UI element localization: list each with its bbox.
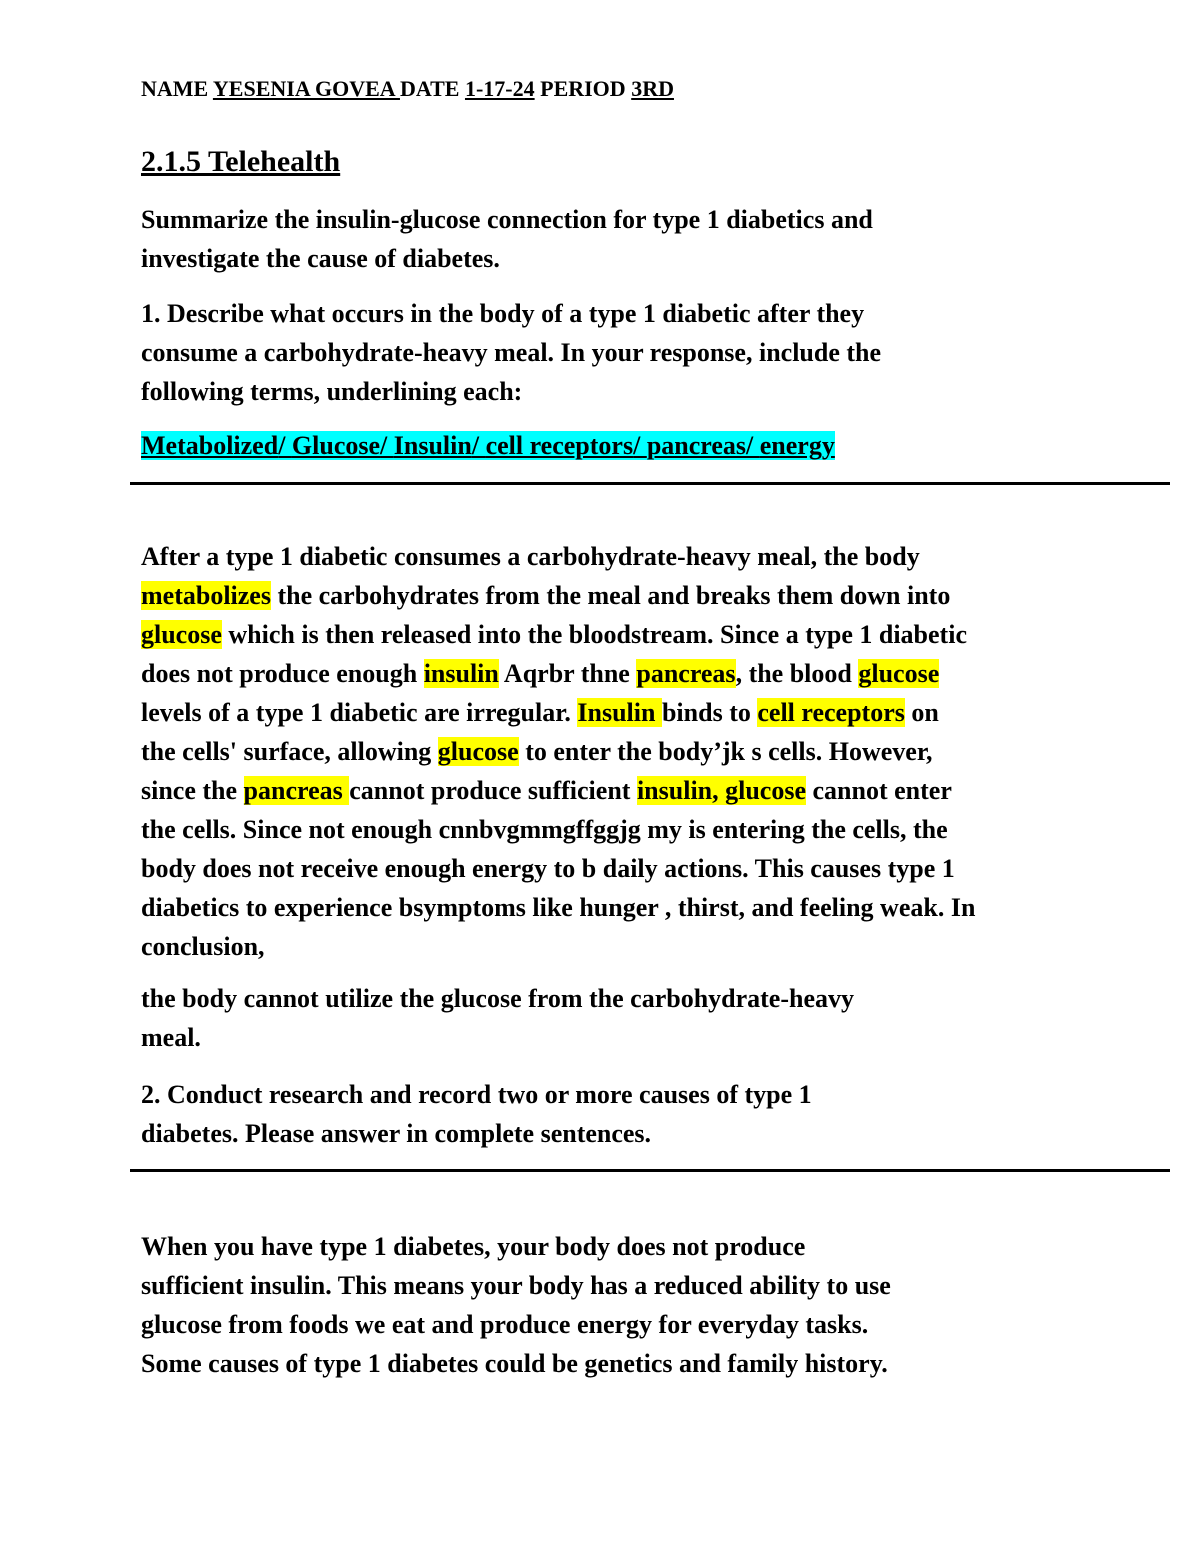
question-2-line: 2. Conduct research and record two or more causes of type 1 [141,1080,812,1109]
term-energy: energy [759,431,835,460]
answer-2-line: sufficient insulin. This means your body has a reduced ability to use [141,1271,891,1300]
highlight-pancreas: pancreas [636,659,736,688]
date-value: 1-17-24 [464,76,535,101]
answer-text: cannot produce sufficient [349,776,637,805]
name-label: NAME [141,76,213,101]
answer-text: levels of a type 1 diabetic are irregular. [141,698,578,727]
highlight-insulin: insulin [423,659,499,688]
student-header [141,74,674,104]
answer-1-conclusion [141,979,854,1057]
answer-1-conclusion-line: meal. [141,1023,201,1052]
highlight-glucose: glucose [858,659,940,688]
answer-text: since the [141,776,244,805]
answer-1-line [141,693,975,732]
answer-text: the carbohydrates from the meal and breaks them down into [270,581,951,610]
answer-1-line: body does not receive enough energy to b daily actions. This causes type 1 [141,854,955,883]
answer-2-line: When you have type 1 diabetes, your body does not produce [141,1232,806,1261]
term-glucose: Glucose [291,431,381,460]
term-separator: / [746,431,760,460]
question-1-line: consume a carbohydrate-heavy meal. In your response, include the [141,338,882,367]
intro-paragraph [141,200,873,278]
question-1-line: following terms, underlining each: [141,377,523,406]
answer-1-line: the cells. Since not enough cnnbvgmmgffggjg my is entering the cells, the [141,815,948,844]
term-insulin: Insulin [393,431,472,460]
term-separator: / [278,431,292,460]
page-title: 2.1.5 Telehealth [141,145,341,178]
answer-text: which is then released into the bloodstream. Since a type 1 diabetic [221,620,967,649]
divider-line [130,1169,1170,1172]
term-separator: / [471,431,486,460]
period-value: 3RD [631,76,674,101]
answer-text: cannot enter [806,776,952,805]
term-pancreas: pancreas [646,431,747,460]
intro-line: investigate the cause of diabetes. [141,244,500,273]
highlight-glucose: glucose [141,620,222,649]
term-separator: / [380,431,394,460]
answer-text: Aqrbr thne [498,659,637,688]
highlight-glucose: glucose [437,737,519,766]
highlight-insulin: Insulin [577,698,662,727]
highlight-cell-receptors: cell receptors [757,698,905,727]
term-separator: / [633,431,647,460]
answer-2 [141,1227,891,1383]
answer-1-line [141,615,975,654]
answer-text: , the blood [735,659,859,688]
name-value: YESENIA GOVEA [212,76,400,101]
date-label: DATE [399,76,465,101]
highlight-metabolizes: metabolizes [141,581,271,610]
answer-2-line: glucose from foods we eat and produce energy for everyday tasks. [141,1310,869,1339]
answer-1-conclusion-line: the body cannot utilize the glucose from the carbohydrate-heavy [141,984,855,1013]
answer-2-line: Some causes of type 1 diabetes could be genetics and family history. [141,1349,888,1378]
highlight-pancreas: pancreas [243,776,350,805]
question-1 [141,294,881,411]
answer-1-line [141,576,975,615]
intro-line: Summarize the insulin-glucose connection for type 1 diabetics and [141,205,873,234]
answer-text: on [904,698,939,727]
question-2-line: diabetes. Please answer in complete sentences. [141,1119,652,1148]
answer-text: does not produce enough [141,659,424,688]
question-1-line: 1. Describe what occurs in the body of a type 1 diabetic after they [141,299,865,328]
answer-1-line [141,732,975,771]
answer-text: to enter the body’jk s cells. However, [518,737,933,766]
terms-list [141,426,835,465]
answer-1 [141,537,975,966]
highlight-insulin-glucose: insulin, glucose [636,776,807,805]
question-2 [141,1075,812,1153]
answer-1-line: conclusion, [141,932,265,961]
term-metabolized: Metabolized [141,431,279,460]
answer-1-line: diabetics to experience bsymptoms like hunger , thirst, and feeling weak. In [141,893,976,922]
term-cell-receptors: cell receptors [485,431,634,460]
answer-1-line [141,771,975,810]
divider-line [130,482,1170,485]
period-label: PERIOD [534,76,632,101]
answer-text: binds to [661,698,758,727]
answer-1-line [141,654,975,693]
answer-text: the cells' surface, allowing [141,737,438,766]
answer-1-line: After a type 1 diabetic consumes a carbohydrate-heavy meal, the body [141,542,920,571]
